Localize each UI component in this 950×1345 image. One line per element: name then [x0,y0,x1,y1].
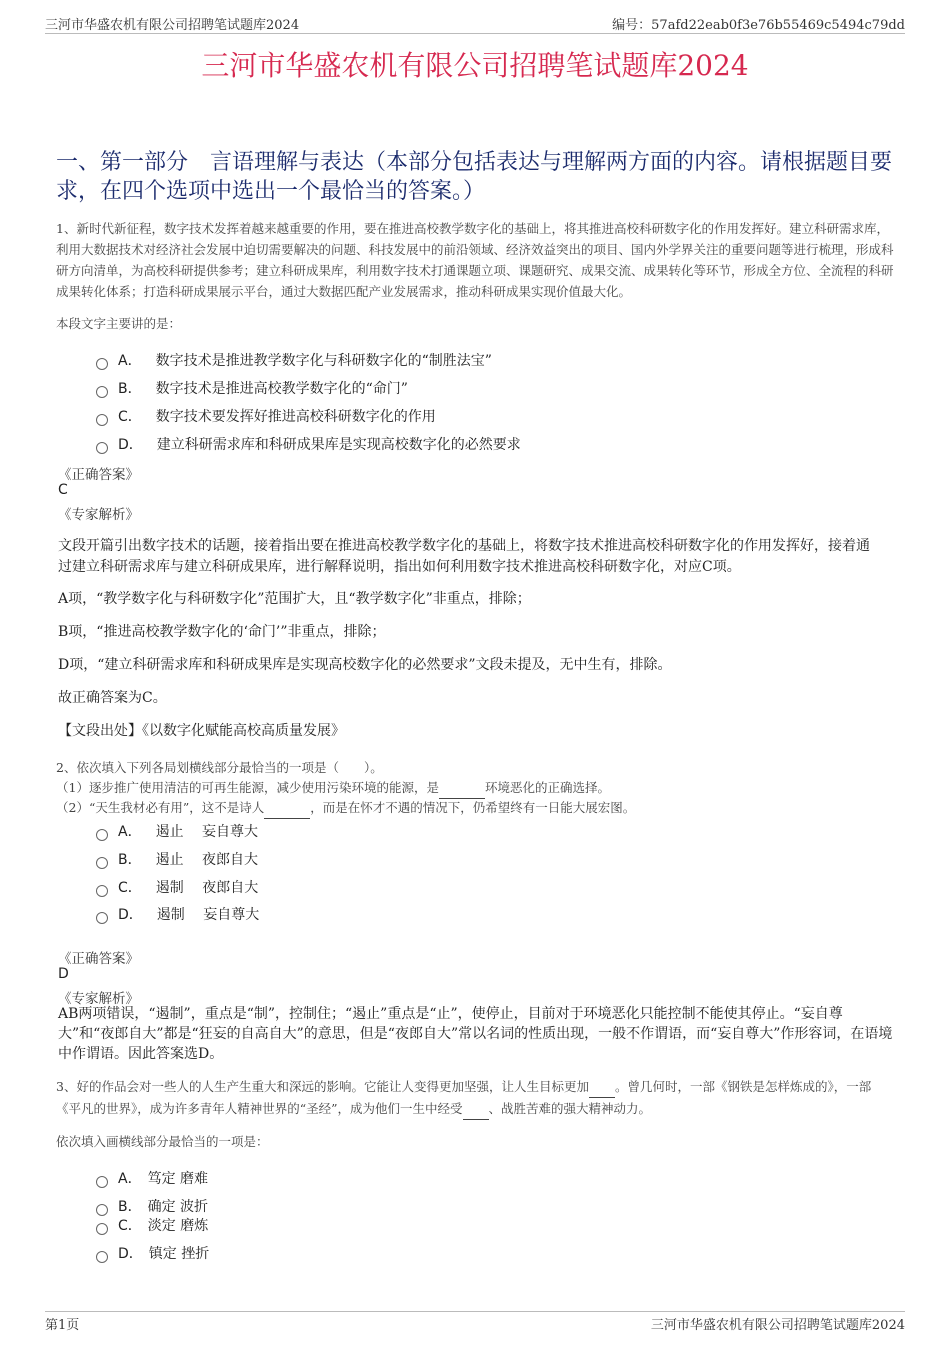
radio-icon[interactable] [96,912,108,924]
q1-source: 【文段出处】《以数字化赋能高校高质量发展》 [58,723,345,739]
q1-answer: C [58,482,68,498]
q1-text: 1、新时代新征程，数字技术发挥着越来越重要的作用，要在推进高校教学数字化的基础上，将其推进高校科研数字化的作用发挥好。建立科研需求库，利用大数据技术对经济社会发展中迫切需要解决的问题、科技发展中的前沿领域、经济效益突出的项目、国内外学界关注的重要问题等进行梳理，形成科研方向清单，为高校科研提供参考；建立科研成果库，利用数字技术打通课题立项、课题研究、成果交流、成果转化等环节，形成全方位、全流程的科研成果转化体系；打造科研成果展示平台，通过大数据匹配产业发展需求，推动科研成果实现价值最大化。 [56,221,894,299]
q1-option-d[interactable]: D． 建立科研需求库和科研成果库是实现高校数字化的必然要求 [96,434,521,454]
q1-option-b[interactable]: B． 数字技术是推进高校教学数字化的“命门” [96,378,408,398]
radio-icon[interactable] [96,1223,108,1235]
q1-analysis-2: A项，“教学数字化与科研数字化”范围扩大，且“教学数字化”非重点，排除； [58,591,531,607]
blank-line [264,797,310,819]
q1-analysis-5: 故正确答案为C。 [58,690,167,706]
q3-option-a[interactable]: A． 笃定 磨难 [96,1168,208,1188]
q2-analysis: AB两项错误，“遏制”，重点是“制”，控制住；“遏止”重点是“止”，使停止，目前对于环境恶化只能控制不能使其停止。“妄自尊大”和“夜郎自大”都是“狂妄的自高自大”的意思，但是“夜郎自大”常以名词的性质出现，一般不作谓语，而“妄自尊大”作形容词，在语境中作谓语。因此答案选D。 [58,1006,893,1062]
header-divider [45,33,905,34]
q2-option-a[interactable]: A． 遏止 妄自尊大 [96,821,258,841]
q3-prompt: 依次填入画横线部分最恰当的一项是： [56,1134,269,1149]
q3-option-d[interactable]: D． 镇定 挫折 [96,1243,209,1263]
q1-prompt: 本段文字主要讲的是： [56,316,182,331]
section-heading: 一、第一部分 言语理解与表达（本部分包括表达与理解两方面的内容。请根据题目要求，在四个选项中选出一个最恰当的答案。） [56,150,893,204]
q3-option-b[interactable]: B． 确定 波折 [96,1196,208,1216]
q3-text: 3、好的作品会对一些人的人生产生重大和深远的影响。它能让人变得更加坚强，让人生目标更加 。曾几何时，一部《钢铁是怎样炼成的》，一部《平凡的世界》，成为许多青年人精神世界的“圣经”，成为他们一生中经受 、战胜苦难的强大精神动力。 [56,1076,896,1120]
radio-icon[interactable] [96,358,108,370]
document-id: 编号：57afd22eab0f3e76b55469c5494c79dd [612,18,905,33]
q2-line-2: （2）“天生我材必有用”，这不是诗人 ，而是在怀才不遇的情况下，仍希望终有一日能大展宏图。 [56,797,635,819]
header-left-title: 三河市华盛农机有限公司招聘笔试题库2024 [45,18,300,33]
page-number: 第1页 [45,1318,80,1333]
q1-analysis-1: 文段开篇引出数字技术的话题，接着指出要在推进高校教学数字化的基础上，将数字技术推进高校科研数字化的作用发挥好，接着通过建立科研需求库与建立科研成果库，进行解释说明，指出如何利用数字技术推进高校科研数字化，对应C项。 [58,538,870,575]
q2-answer: D [58,966,69,982]
radio-icon[interactable] [96,829,108,841]
footer-divider [45,1311,905,1312]
blank-line [439,777,485,799]
radio-icon[interactable] [96,857,108,869]
q2-text: 2、依次填入下列各局划横线部分最恰当的一项是（ ）。 [56,760,383,775]
q1-analysis-label: 《专家解析》 [58,507,139,523]
footer-title: 三河市华盛农机有限公司招聘笔试题库2024 [650,1318,905,1333]
blank-line [463,1098,489,1120]
q1-option-c[interactable]: C． 数字技术要发挥好推进高校科研数字化的作用 [96,406,436,426]
page-title: 三河市华盛农机有限公司招聘笔试题库2024 [201,49,749,82]
radio-icon[interactable] [96,1251,108,1263]
radio-icon[interactable] [96,442,108,454]
q3-option-c[interactable]: C． 淡定 磨炼 [96,1215,208,1235]
radio-icon[interactable] [96,885,108,897]
blank-line [589,1076,615,1098]
radio-icon[interactable] [96,414,108,426]
q2-answer-label: 《正确答案》 [58,951,139,967]
q2-option-c[interactable]: C． 遏制 夜郎自大 [96,877,258,897]
q1-answer-label: 《正确答案》 [58,467,139,483]
radio-icon[interactable] [96,1176,108,1188]
q2-analysis-label: 《专家解析》 [58,991,139,1007]
q1-analysis-4: D项，“建立科研需求库和科研成果库是实现高校数字化的必然要求”文段未提及，无中生有，排除。 [58,657,672,673]
q2-option-d[interactable]: D． 遏制 妄自尊大 [96,904,259,924]
q2-line-1: （1）逐步推广使用清洁的可再生能源，减少使用污染环境的能源，是 环境恶化的正确选择。 [56,777,610,799]
q1-analysis-3: B项，“推进高校教学数字化的‘命门’”非重点，排除； [58,624,386,640]
radio-icon[interactable] [96,386,108,398]
q2-option-b[interactable]: B． 遏止 夜郎自大 [96,849,258,869]
q1-option-a[interactable]: A． 数字技术是推进教学数字化与科研数字化的“制胜法宝” [96,350,492,370]
